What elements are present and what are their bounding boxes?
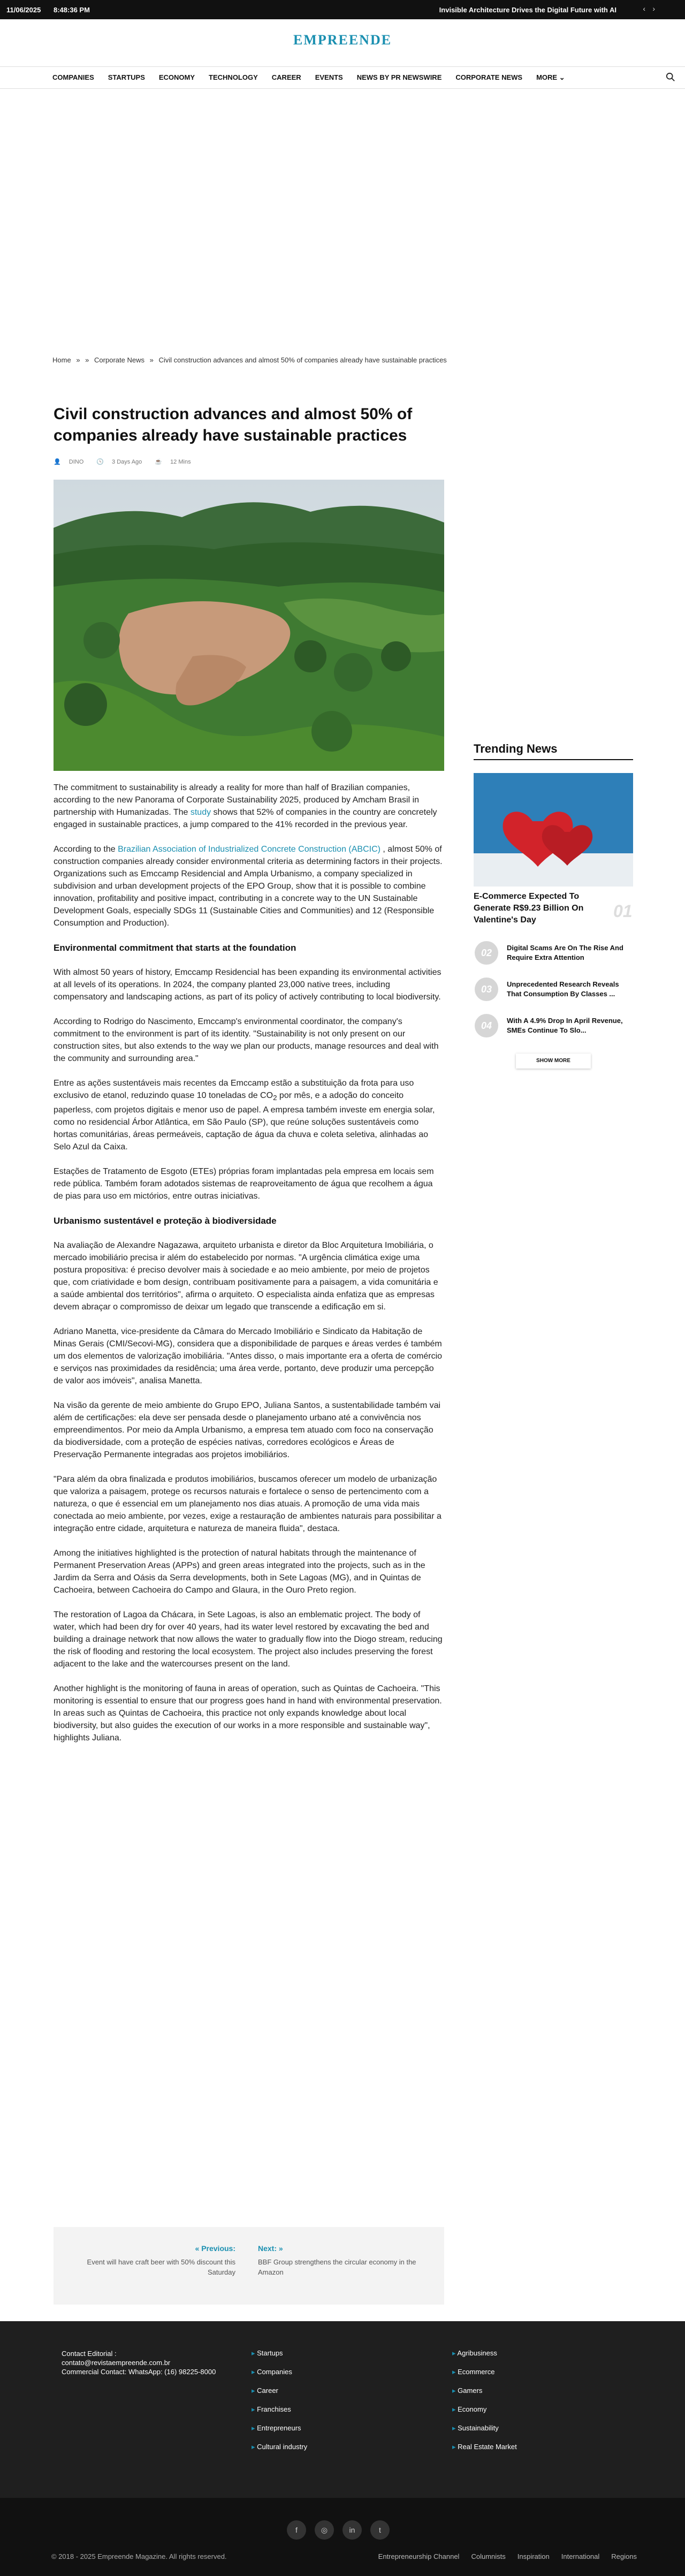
footer-link-sustainability[interactable]: ▸ Sustainability xyxy=(452,2424,517,2433)
facebook-icon[interactable]: f xyxy=(287,2520,306,2540)
trending-item[interactable] xyxy=(474,1013,633,1041)
footer-bottom-link[interactable]: Inspiration xyxy=(517,2552,550,2560)
trending-title: Trending News xyxy=(474,742,558,755)
copyright: © 2018 - 2025 Empreende Magazine. All rights reserved. xyxy=(51,2552,227,2560)
instagram-icon[interactable]: ◎ xyxy=(315,2520,334,2540)
breadcrumb-current: Civil construction advances and almost 50% of companies already have sustainable practices xyxy=(158,356,447,364)
paragraph: Adriano Manetta, vice-presidente da Câmara do Mercado Imobiliário e Sindicato da Habitação de Minas Gerais (CMI/Secovi-MG), considera que a disponibilidade de parques e áreas verdes é também um dos elementos de valorização imobiliária. "Antes disso, o mais importante era a oferta de comércio e serviços nas proximidades da residência; uma área verde, portanto, deve produzir uma percepção de valor aos imóveis", analisa Manetta. xyxy=(54,1327,443,1386)
user-icon: 👤 xyxy=(54,459,61,465)
trending-number: 03 xyxy=(475,978,498,1001)
paragraph: According to Rodrigo do Nascimento, Emccamp's environmental coordinator, the company's commitment to the environment is part of its identity. "Sustainability is not only present on our construction sites, but also extends to the way we plan our products, manage resources and deal with the community and surrounding area." xyxy=(54,1017,439,1063)
footer-bottom-link[interactable]: International xyxy=(561,2552,600,2560)
nav-item-corporate-news[interactable]: CORPORATE NEWS xyxy=(455,73,523,81)
next-label: Next: » xyxy=(258,2244,283,2253)
study-link[interactable]: study xyxy=(190,808,211,817)
next-title: BBF Group strengthens the circular economy in the Amazon xyxy=(258,2258,416,2276)
paragraph-text: shows that 52% of companies in the country are concretely engaged in sustainable practices, a jump compared to the 41% recorded in the previous year. xyxy=(54,808,437,829)
nav-more-label: MORE xyxy=(536,73,558,81)
footer-link-companies[interactable]: ▸ Companies xyxy=(252,2368,307,2376)
clock-icon: 🕓 xyxy=(96,459,104,465)
coffee-icon: ☕ xyxy=(155,459,162,465)
paragraph: Na visão da gerente de meio ambiente do Grupo EPO, Juliana Santos, a sustentabilidade também vai além de certificações: ela deve ser pensada desde o planejamento urbano até a convivência nos empreendimentos. Por meio da Ampla Urbanismo, a empresa tem atuado com foco na conservação da biodiversidade, com a proteção de espécies nativas, corredores ecológicos e Áreas de Preservação Permanente integradas aos projetos imobiliários. xyxy=(54,1401,441,1460)
footer-link-startups[interactable]: ▸ Startups xyxy=(252,2349,307,2358)
nav-item-events[interactable]: EVENTS xyxy=(315,73,343,81)
ticker-headline-link[interactable]: Invisible Architecture Drives the Digital Future with AI xyxy=(439,6,616,14)
footer-link-cultural-industry[interactable]: ▸ Cultural industry xyxy=(252,2443,307,2451)
trending-item-title: Digital Scams Are On The Rise And Require Extra Attention xyxy=(507,944,623,961)
nav-item-more[interactable] xyxy=(536,73,565,82)
footer-bottom-link[interactable]: Regions xyxy=(611,2552,637,2560)
footer-link-ecommerce[interactable]: ▸ Ecommerce xyxy=(452,2368,517,2376)
footer-bottom xyxy=(0,2498,685,2576)
trending-main-image[interactable] xyxy=(474,773,633,887)
divider xyxy=(474,759,633,760)
nav-item-technology[interactable]: TECHNOLOGY xyxy=(209,73,258,81)
chevron-right-icon[interactable]: › xyxy=(652,4,655,13)
footer-link-career[interactable]: ▸ Career xyxy=(252,2386,307,2395)
trending-number: 04 xyxy=(475,1014,498,1037)
abcic-link[interactable]: Brazilian Association of Industrialized Concrete Construction (ABCIC) xyxy=(118,845,380,854)
footer xyxy=(0,2321,685,2498)
footer-link-agribusiness[interactable]: ▸ Agribusiness xyxy=(452,2349,517,2358)
footer-link-franchises[interactable]: ▸ Franchises xyxy=(252,2405,307,2414)
footer-contact xyxy=(62,2349,227,2376)
top-bar xyxy=(0,0,685,19)
read-time xyxy=(155,458,197,465)
breadcrumb-home[interactable]: Home xyxy=(52,356,71,364)
publish-date xyxy=(96,458,148,465)
site-logo[interactable]: EMPREENDE xyxy=(293,32,392,48)
trending-main-link[interactable]: E-Commerce Expected To Generate R$9.23 Billion On Valentine's Day xyxy=(474,892,584,925)
author-name: DINO xyxy=(68,459,84,465)
footer-links-col-1 xyxy=(252,2349,307,2461)
contact-label: Contact Editorial : xyxy=(62,2350,117,2358)
trending-item-title: With A 4.9% Drop In April Revenue, SMEs Continue To Slo... xyxy=(507,1017,623,1034)
previous-post-link[interactable] xyxy=(64,2244,235,2277)
paragraph-text: , almost 50% of construction companies already consider environmental criteria as determining factors in their projects. Organizations such as Emccamp Residencial and Ampla Urbanismo, a company specialized in subdivision and urban development projects of the EPO Group, show that it is possible to combine innovation, profitability and positive impact, contributing in a concrete way to the UN Sustainable Development Goals, especially SDGs 11 (Sustainable Cities and Communities) and 12 (Responsible Consumption and Production). xyxy=(54,845,443,928)
main-nav xyxy=(0,66,685,89)
topbar-date: 11/06/2025 xyxy=(6,6,41,14)
paragraph-text: According to the xyxy=(54,845,118,854)
contact-email-link[interactable]: contato@revistaempreende.com.br xyxy=(62,2359,171,2367)
article-title: Civil construction advances and almost 50% of companies already have sustainable practices xyxy=(54,405,413,444)
trending-item-title: Unprecedented Research Reveals That Consumption By Classes ... xyxy=(507,980,619,998)
breadcrumb-separator: » xyxy=(149,356,154,364)
twitter-icon[interactable]: t xyxy=(370,2520,390,2540)
nav-item-companies[interactable]: COMPANIES xyxy=(52,73,94,81)
commercial-contact: Commercial Contact: WhatsApp: (16) 98225-8000 xyxy=(62,2368,216,2376)
article-meta xyxy=(54,458,204,465)
trending-item[interactable] xyxy=(474,940,633,968)
nav-item-news-pr[interactable]: NEWS BY PR NEWSWIRE xyxy=(356,73,442,81)
footer-links-col-2 xyxy=(452,2349,517,2461)
chevron-left-icon[interactable]: ‹ xyxy=(643,4,645,13)
breadcrumb xyxy=(52,356,450,364)
paragraph xyxy=(54,1077,444,1153)
paragraph-text: Entre as ações sustentáveis mais recentes da Emccamp estão a substituição da frota para uso exclusivo de etanol, reduzindo quase 10 toneladas de CO xyxy=(54,1079,414,1100)
subscript: 2 xyxy=(273,1094,277,1102)
paragraph: Among the initiatives highlighted is the protection of natural habitats through the maintenance of Permanent Preservation Areas (APPs) and green areas integrated into the projects, such as in the Jardim da Serra and Oásis da Serra developments, both in Sete Lagoas (MG), and in Quintas de Cachoeira, between Cachoeira do Campo and Glaura, in the Ouro Preto region. xyxy=(54,1549,425,1595)
paragraph: Estações de Tratamento de Esgoto (ETEs) próprias foram implantadas pela empresa em locais sem rede pública. Também foram adotados sistemas de reaproveitamento de água que recolhem a água de pias para uso em mictórios, entre outras iniciativas. xyxy=(54,1167,434,1201)
paragraph xyxy=(54,782,444,831)
topbar-time: 8:48:36 PM xyxy=(54,6,90,14)
footer-link-real-estate[interactable]: ▸ Real Estate Market xyxy=(452,2443,517,2451)
breadcrumb-category[interactable]: Corporate News xyxy=(94,356,144,364)
previous-label: « Previous: xyxy=(195,2244,235,2253)
next-post-link[interactable] xyxy=(258,2244,429,2277)
post-navigation xyxy=(54,2227,444,2305)
paragraph: With almost 50 years of history, Emccamp Residencial has been expanding its environmental activities at all levels of its operations. In 2024, the company planted 23,000 native trees, including compensatory and landscaping actions, as part of its policy of actively contributing to local biodiversity. xyxy=(54,968,442,1002)
article-body xyxy=(54,782,444,1756)
paragraph-text: por mês, e a adoção do conceito paperless, com projetos digitais e menor uso de papel. A empresa também investe em energia solar, como no residencial Árbor Atlântica, em São Paulo (SP), que reúne soluções sustentáveis como hortas comunitárias, áreas permeáveis, captação de água da chuva e coleta seletiva, alinhadas ao Selo Azul da Caixa. xyxy=(54,1091,435,1152)
footer-bottom-link[interactable]: Columnists xyxy=(471,2552,506,2560)
chevron-down-icon: ⌄ xyxy=(559,73,565,81)
footer-bottom-link[interactable]: Entrepreneurship Channel xyxy=(378,2552,460,2560)
paragraph: "Para além da obra finalizada e produtos imobiliários, buscamos oferecer um modelo de urbanização que valoriza a paisagem, protege os recursos naturais e fortalece o senso de pertencimento com a natureza, o que é essencial em um planejamento nos dias atuais. A promoção de uma vida mais conectada ao meio ambiente, por vezes, exige a restauração de ambientes naturais para possibilitar a integração entre cidade, arquitetura e natureza de maneira fluida", destaca. xyxy=(54,1475,442,1534)
paragraph: Another highlight is the monitoring of fauna in areas of operation, such as Quintas de Cachoeira. "This monitoring is essential to ensure that our progress goes hand in hand with environmental preservation. In areas such as Quintas de Cachoeira, this practice not only expands knowledge about local biodiversity, but also guides the execution of our works in a more responsible and sustainable way", highlights Juliana. xyxy=(54,1684,442,1743)
paragraph-text: The commitment to sustainability is already a reality for more than half of Brazilian companies, according to the new Panorama of Corporate Sustainability 2025, produced by Amcham Brasil in partnership with Humanizadas. The xyxy=(54,783,420,817)
breadcrumb-separator: » xyxy=(85,356,89,364)
trending-number: 02 xyxy=(475,941,498,965)
paragraph: Na avaliação de Alexandre Nagazawa, arquiteto urbanista e diretor da Bloc Arquitetura Imobiliária, o mercado imobiliário precisa ir além do estabelecido por normas. "A urgência climática exige uma postura propositiva: é preciso devolver mais à sociedade e ao meio ambiente, por meio de projetos que, com criatividade e bom design, contribuam positivamente para a paisagem, a vida comunitária e a saúde ambiental dos territórios", afirma o arquiteto. O especialista ainda enfatiza que as empresas devem abraçar o compromisso de deixar um legado que transcende a edificação em si. xyxy=(54,1241,438,1312)
section-heading: Environmental commitment that starts at the foundation xyxy=(54,943,296,953)
footer-link-entrepreneurs[interactable]: ▸ Entrepreneurs xyxy=(252,2424,307,2433)
footer-link-gamers[interactable]: ▸ Gamers xyxy=(452,2386,517,2395)
show-more-button[interactable]: SHOW MORE xyxy=(516,1054,591,1069)
footer-bottom-links xyxy=(367,2552,637,2560)
paragraph xyxy=(54,843,444,929)
search-icon[interactable] xyxy=(666,72,675,82)
breadcrumb-separator: » xyxy=(76,356,80,364)
nav-item-startups[interactable]: STARTUPS xyxy=(108,73,145,81)
author[interactable] xyxy=(54,458,90,465)
section-heading: Urbanismo sustentável e proteção à biodiversidade xyxy=(54,1216,277,1226)
hero-image xyxy=(54,480,444,771)
nav-item-career[interactable]: CAREER xyxy=(271,73,301,81)
paragraph: The restoration of Lagoa da Chácara, in Sete Lagoas, is also an emblematic project. The body of water, which had been dry for over 40 years, had its water level restored by excavating the bed and building a drainage network that now allows the water to gradually flow into the Diogo stream, reducing the risk of flooding and restoring the local ecosystem. The project also includes preserving the forest adjacent to the lake and the watercourses present on the land. xyxy=(54,1610,443,1669)
trending-number: 01 xyxy=(613,901,633,921)
previous-title: Event will have craft beer with 50% discount this Saturday xyxy=(87,2258,235,2276)
read-time-text: 12 Mins xyxy=(170,459,191,465)
footer-link-economy[interactable]: ▸ Economy xyxy=(452,2405,517,2414)
trending-item[interactable] xyxy=(474,976,633,1004)
publish-date-text: 3 Days Ago xyxy=(112,459,142,465)
linkedin-icon[interactable]: in xyxy=(342,2520,362,2540)
nav-item-economy[interactable]: ECONOMY xyxy=(158,73,195,81)
